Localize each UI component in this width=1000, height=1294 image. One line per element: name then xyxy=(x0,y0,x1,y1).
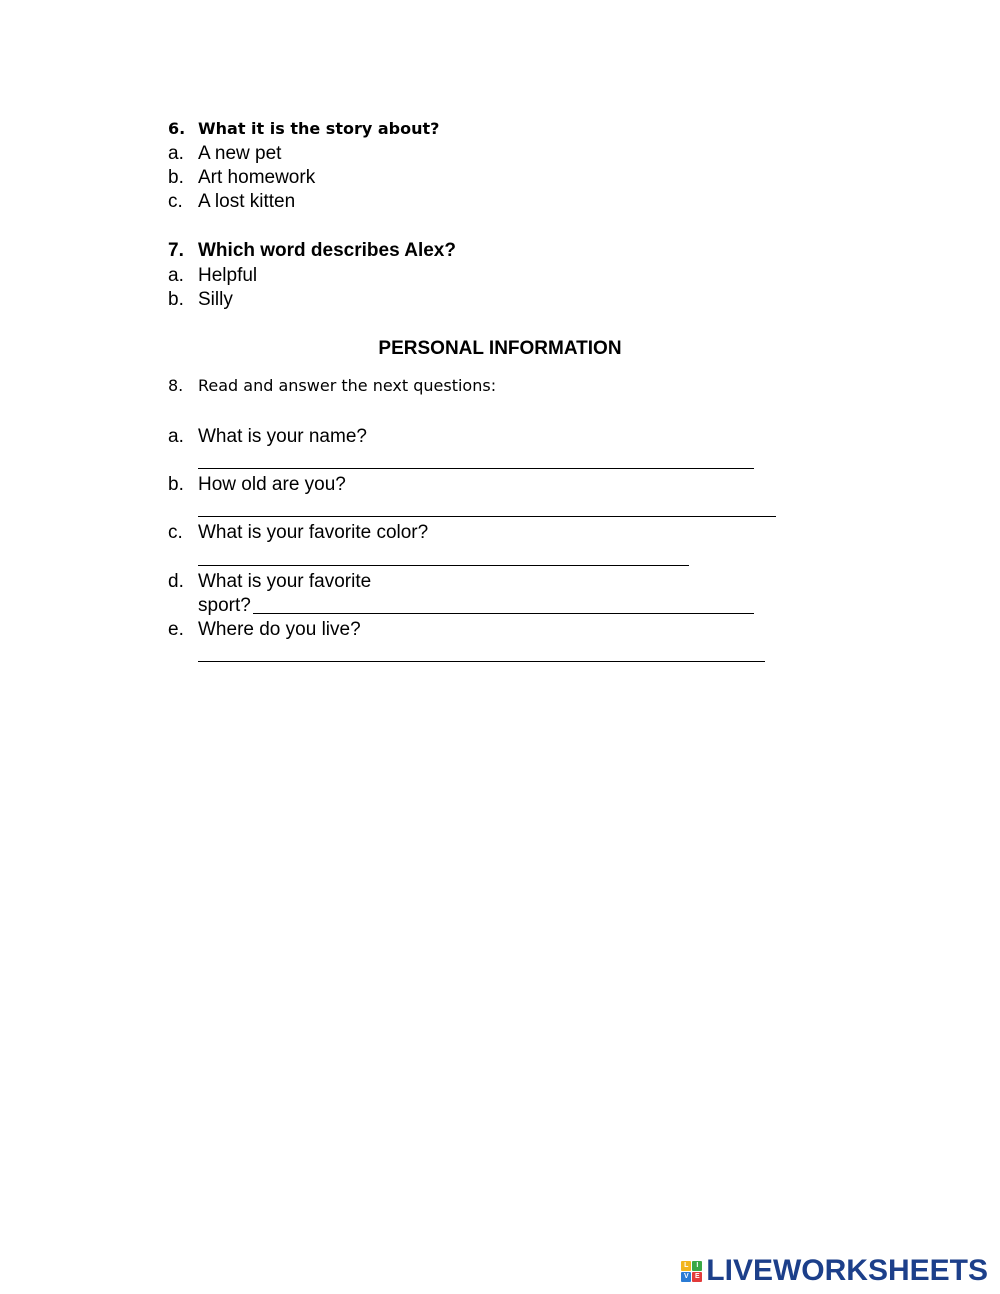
q6-option-c[interactable]: A lost kitten xyxy=(198,191,296,212)
question-7-number: 7. xyxy=(168,240,184,261)
q8-item-c-question: What is your favorite color? xyxy=(198,522,429,543)
q7-option-b[interactable]: Silly xyxy=(198,289,233,310)
answer-line-color[interactable] xyxy=(198,565,689,566)
logo-tile-i: I xyxy=(692,1261,702,1271)
q8-item-b-question: How old are you? xyxy=(198,474,346,495)
q8-item-e-question: Where do you live? xyxy=(198,619,361,640)
logo-tile-l: L xyxy=(681,1261,691,1271)
answer-line-sport[interactable] xyxy=(253,613,754,614)
q7-option-a[interactable]: Helpful xyxy=(198,265,258,286)
question-6-text: What it is the story about? xyxy=(198,119,440,138)
logo-tiles-icon xyxy=(681,1261,702,1282)
q8-item-a-question: What is your name? xyxy=(198,426,367,447)
logo-tile-e: E xyxy=(692,1272,702,1282)
q8-item-c-letter: c. xyxy=(168,522,183,543)
q8-item-e-letter: e. xyxy=(168,619,184,640)
answer-line-age[interactable] xyxy=(198,516,776,517)
q8-item-d-question: What is your favorite xyxy=(198,571,372,592)
liveworksheets-logo xyxy=(681,1254,988,1288)
question-6-number: 6. xyxy=(168,119,186,138)
q7-option-b-letter: b. xyxy=(168,289,184,310)
q6-option-b[interactable]: Art homework xyxy=(198,167,316,188)
q8-item-d-letter: d. xyxy=(168,571,184,592)
q7-option-a-letter: a. xyxy=(168,265,184,286)
answer-line-name[interactable] xyxy=(198,468,754,469)
q8-item-a-letter: a. xyxy=(168,426,184,447)
q8-item-d-question-cont: sport? xyxy=(198,595,251,616)
logo-wordmark: LIVEWORKSHEETS xyxy=(706,1254,988,1287)
answer-line-live[interactable] xyxy=(198,661,765,662)
q6-option-c-letter: c. xyxy=(168,191,183,212)
q8-item-b-letter: b. xyxy=(168,474,184,495)
q6-option-a-letter: a. xyxy=(168,143,184,164)
question-8-number: 8. xyxy=(168,376,184,395)
question-7-text: Which word describes Alex? xyxy=(198,240,456,261)
logo-tile-v: V xyxy=(681,1272,691,1282)
question-8-text: Read and answer the next questions: xyxy=(198,376,497,395)
section-heading: PERSONAL INFORMATION xyxy=(378,338,622,359)
q6-option-a[interactable]: A new pet xyxy=(198,143,282,164)
q6-option-b-letter: b. xyxy=(168,167,184,188)
